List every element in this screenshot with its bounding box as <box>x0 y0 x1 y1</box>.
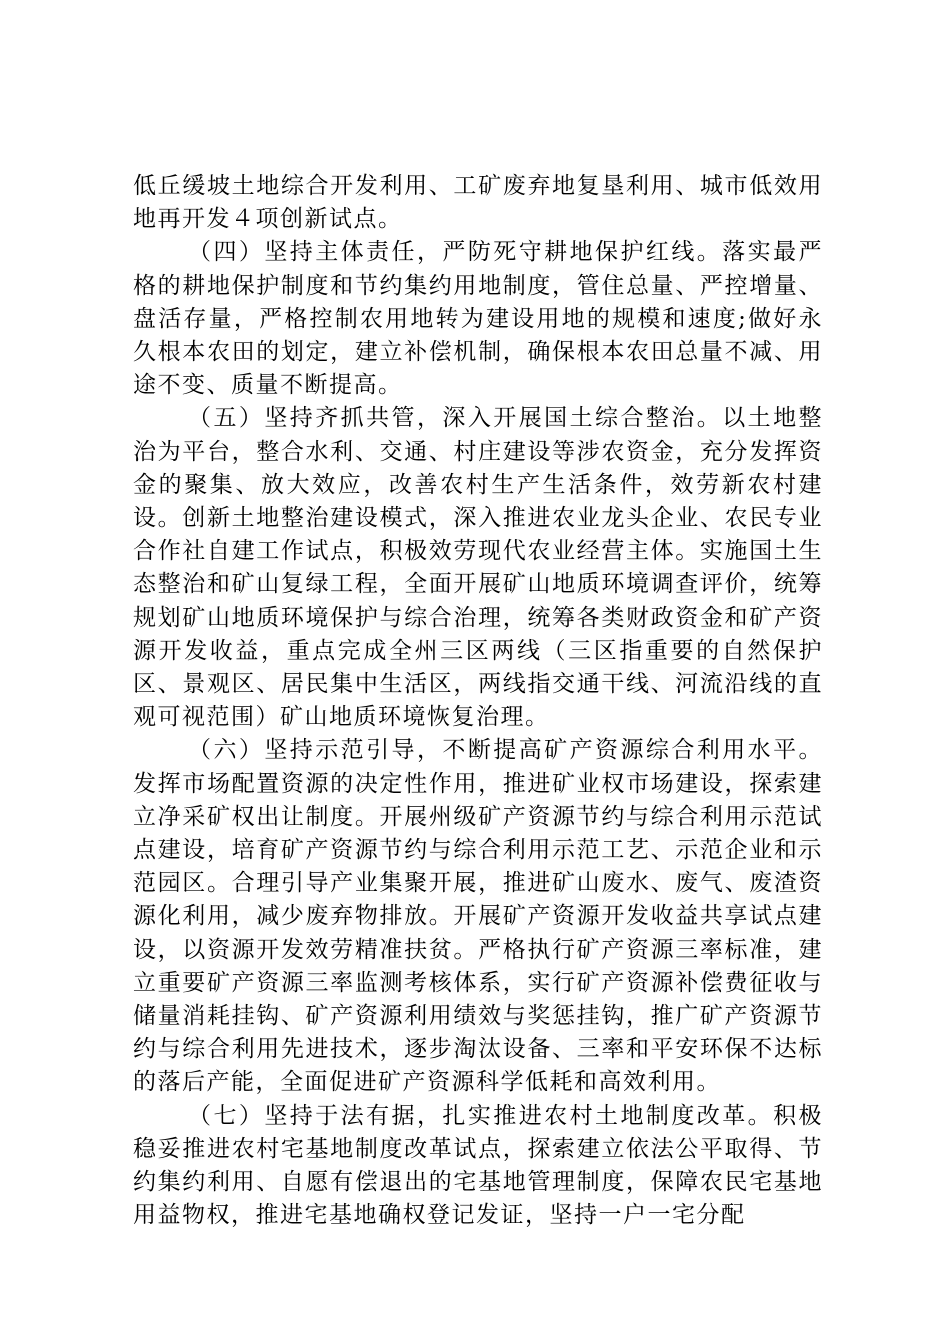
paragraph-section-7: （七）坚持于法有据，扎实推进农村土地制度改革。积极稳妥推进农村宅基地制度改革试点，探索建立依法公平取得、节约集约利用、自愿有偿退出的宅基地管理制度，保障农民宅基地用益物权，推进宅基地确权登记发证，坚持一户一宅分配 <box>133 1102 823 1229</box>
paragraph-section-5: （五）坚持齐抓共管，深入开展国土综合整治。以土地整治为平台，整合水利、交通、村庄建设等涉农资金，充分发挥资金的聚集、放大效应，改善农村生产生活条件，效劳新农村建设。创新土地整治建设模式，深入推进农业龙头企业、农民专业合作社自建工作试点，积极效劳现代农业经营主体。实施国土生态整治和矿山复绿工程，全面开展矿山地质环境调查评价，统筹规划矿山地质环境保护与综合治理，统筹各类财政资金和矿产资源开发收益，重点完成全州三区两线（三区指重要的自然保护区、景观区、居民集中生活区，两线指交通干线、河流沿线的直观可视范围）矿山地质环境恢复治理。 <box>133 405 823 731</box>
paragraph-section-4: （四）坚持主体责任，严防死守耕地保护红线。落实最严格的耕地保护制度和节约集约用地制度，管住总量、严控增量、盘活存量，严格控制农用地转为建设用地的规模和速度;做好永久根本农田的划定，建立补偿机制，确保根本农田总量不减、用途不变、质量不断提高。 <box>133 239 823 399</box>
paragraph-continuation: 低丘缓坡土地综合开发利用、工矿废弃地复垦利用、城市低效用地再开发４项创新试点。 <box>133 173 823 233</box>
paragraph-section-6: （六）坚持示范引导，不断提高矿产资源综合利用水平。发挥市场配置资源的决定性作用，推进矿业权市场建设，探索建立净采矿权出让制度。开展州级矿产资源节约与综合利用示范试点建设，培育矿产资源节约与综合利用示范工艺、示范企业和示范园区。合理引导产业集聚开展，推进矿山废水、废气、废渣资源化利用，减少废弃物排放。开展矿产资源开发收益共享试点建设，以资源开发效劳精准扶贫。严格执行矿产资源三率标准，建立重要矿产资源三率监测考核体系，实行矿产资源补偿费征收与储量消耗挂钩、矿产资源利用绩效与奖惩挂钩，推广矿产资源节约与综合利用先进技术，逐步淘汰设备、三率和平安环保不达标的落后产能，全面促进矿产资源科学低耗和高效利用。 <box>133 737 823 1096</box>
document-body <box>133 170 823 1233</box>
